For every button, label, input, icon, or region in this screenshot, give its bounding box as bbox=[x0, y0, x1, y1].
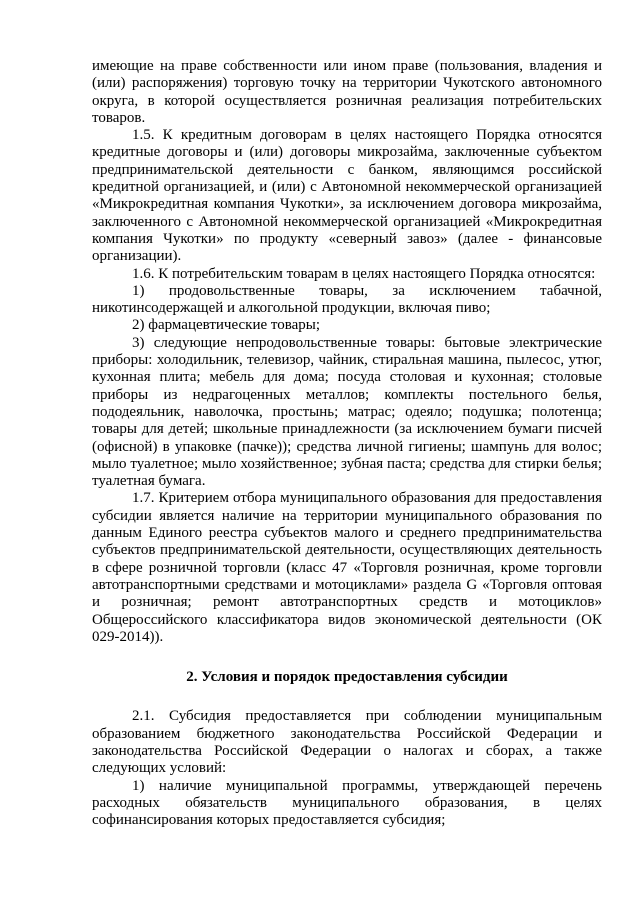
section-2-heading: 2. Условия и порядок предоставления субсидии bbox=[186, 669, 508, 686]
clause-1-6-item-2: 2) фармацевтические товары; bbox=[132, 317, 321, 334]
clause-2-1-item-1: 1) наличие муниципальной программы, утверждающей перечень расходных обязательств муниципального образования, в целях софинансирования которых предоставляется субсидия; bbox=[92, 777, 602, 829]
clause-1-6-paragraph: 1.6. К потребительским товарам в целях настоящего Порядка относятся: bbox=[132, 265, 596, 282]
clause-1-6-item-1: 1) продовольственные товары, за исключением табачной, никотинсодержащей и алкогольной продукции, включая пиво; bbox=[92, 282, 602, 317]
document-body bbox=[92, 58, 602, 829]
clause-1-6-item-3: 3) следующие непродовольственные товары: бытовые электрические приборы: холодильник, телевизор, чайник, стиральная машина, пылесос, утюг, кухонная плита; мебель для дома; посуда столовая и кухонная; столовые приборы из недрагоценных металлов; комплекты постельного белья, пододеяльник, наволочка, простынь; матрас; одеяло; подушка; полотенца; товары для детей; школьные принадлежности (за исключением бумаги писчей (офисной) в упаковке (пачке)); средства личной гигиены; шампунь для волос; мыло туалетное; мыло хозяйственное; зубная паста; средства для стирки белья; туалетная бумага. bbox=[92, 334, 602, 490]
clause-1-7-paragraph: 1.7. Критерием отбора муниципального образования для предоставления субсидии является наличие на территории муниципального образования по данным Единого реестра субъектов малого и среднего предпринимательства субъектов предпринимательской деятельности, осуществляющих деятельность в сфере розничной торговли (класс 47 «Торговля розничная, кроме торговли автотранспортными средствами и мотоциклами» раздела G «Торговля оптовая и розничная; ремонт автотранспортных средств и мотоциклов» Общероссийского классификатора видов экономической деятельности (ОК 029-2014)). bbox=[92, 490, 602, 645]
clause-1-5-paragraph: 1.5. К кредитным договорам в целях настоящего Порядка относятся кредитные договоры и (или) договоры микрозайма, заключенные субъектом предпринимательской деятельности с банком, являющимся российской кредитной организацией, и (или) с Автономной некоммерческой организацией «Микрокредитная компания Чукотки», за исключением договора микрозайма, заключенного с Автономной некоммерческой организацией «Микрокредитная компания Чукотки» по продукту «северный завоз» (далее - финансовые организации). bbox=[92, 127, 602, 265]
clause-2-1-paragraph: 2.1. Субсидия предоставляется при соблюдении муниципальным образованием бюджетного законодательства Российской Федерации и законодательства Российской Федерации о налогах и сборах, а также следующих условий: bbox=[92, 708, 602, 777]
intro-continuation-paragraph: имеющие на праве собственности или ином праве (пользования, владения и (или) распоряжения) торговую точку на территории Чукотского автономного округа, в которой осуществляется розничная реализация потребительских товаров. bbox=[92, 58, 602, 126]
